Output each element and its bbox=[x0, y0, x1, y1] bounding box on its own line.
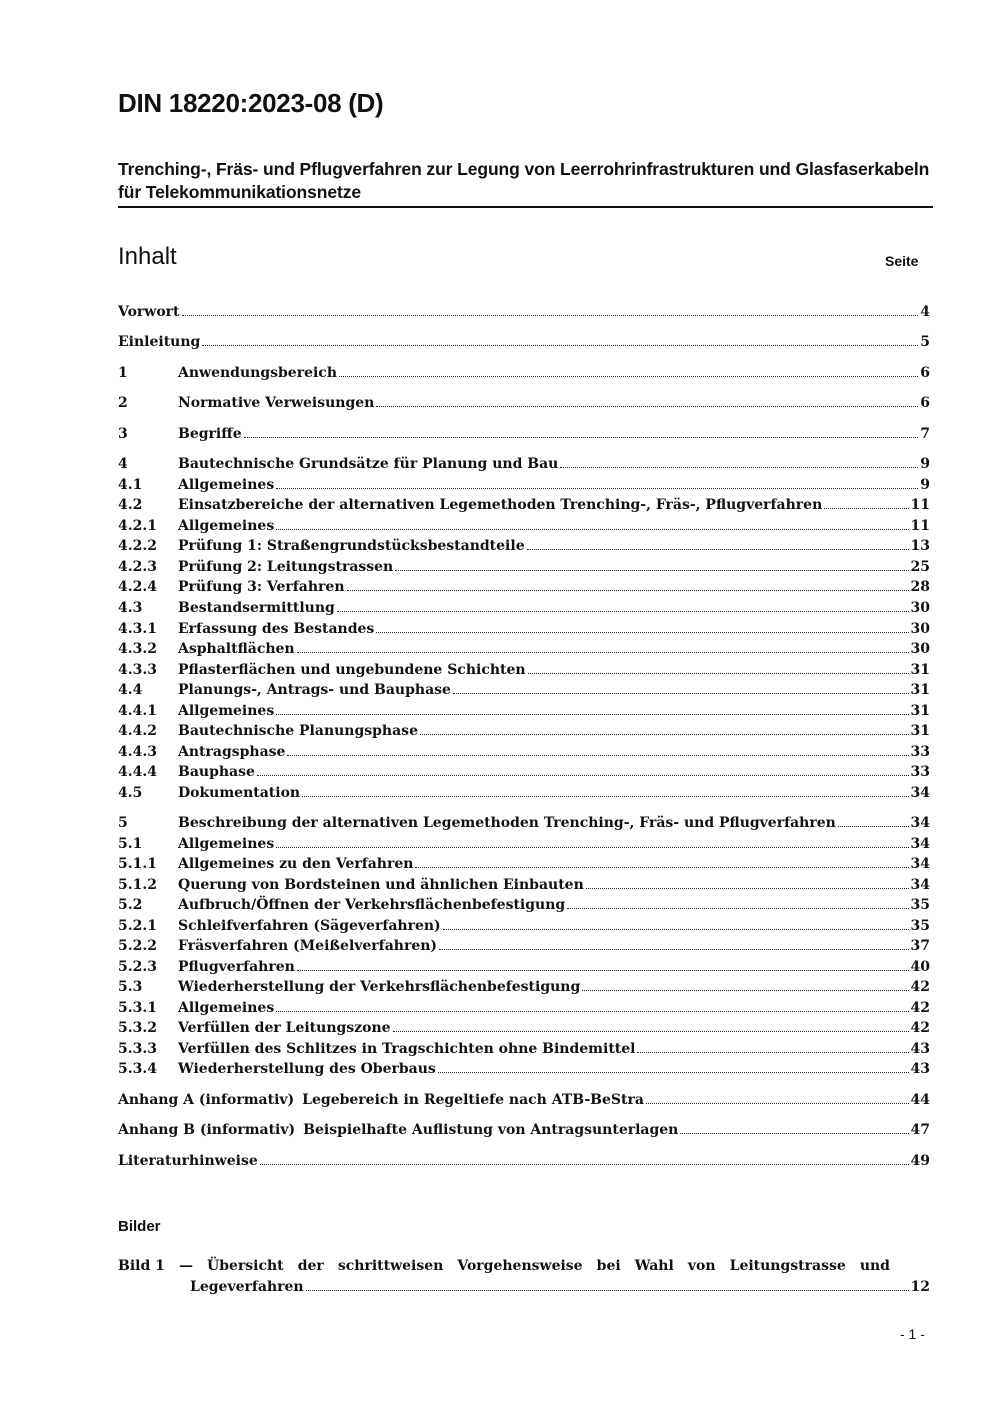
dot-leader bbox=[646, 1103, 909, 1104]
toc-entry-page: 43 bbox=[910, 1041, 930, 1057]
toc-entry-number: 4.3 bbox=[118, 600, 143, 616]
toc-entry-title: Prüfung 3: Verfahren bbox=[178, 579, 345, 595]
toc-entry-title: Prüfung 2: Leitungstrassen bbox=[178, 559, 394, 575]
toc-entry-number: 5.1 bbox=[118, 836, 143, 852]
toc-entry-title: Pflugverfahren bbox=[178, 959, 295, 975]
toc-entry-page: 42 bbox=[910, 1000, 930, 1016]
document-code: DIN 18220:2023-08 (D) bbox=[118, 88, 384, 118]
toc-entry-title: Beschreibung der alternativen Legemethoden Trenching-, Fräs- und Pflugverfahren bbox=[178, 815, 836, 831]
toc-entry-page: 6 bbox=[920, 395, 930, 411]
dot-leader bbox=[276, 529, 908, 530]
toc-entry-number: 5.2.3 bbox=[118, 959, 157, 975]
toc-entry[interactable] bbox=[118, 703, 930, 723]
toc-entry-page: 42 bbox=[910, 1020, 930, 1036]
toc-entry-title: Aufbruch/Öffnen der Verkehrsflächenbefestigung bbox=[178, 897, 566, 913]
toc-entry[interactable] bbox=[118, 600, 930, 620]
dot-leader bbox=[287, 755, 908, 756]
toc-entry[interactable] bbox=[118, 979, 930, 999]
dot-leader bbox=[528, 673, 909, 674]
figure-number: Bild 1 bbox=[118, 1258, 165, 1274]
toc-entry-number: 4.5 bbox=[118, 785, 143, 801]
dot-leader bbox=[637, 1052, 908, 1053]
dot-leader bbox=[376, 632, 908, 633]
toc-entry-number: 1 bbox=[118, 365, 128, 381]
toc-entry-title: Fräsverfahren (Meißelverfahren) bbox=[178, 938, 438, 954]
toc-entry-number: Vorwort bbox=[118, 304, 180, 320]
toc-entry[interactable] bbox=[118, 836, 930, 856]
dot-leader bbox=[244, 437, 919, 438]
toc-entry-number: 2 bbox=[118, 395, 128, 411]
page-column-label: Seite bbox=[885, 253, 919, 269]
dot-leader bbox=[376, 406, 918, 407]
toc-entry[interactable] bbox=[118, 785, 930, 805]
toc-entry-page: 42 bbox=[910, 979, 930, 995]
toc-entry-number: 5.1.1 bbox=[118, 856, 157, 872]
toc-entry[interactable] bbox=[118, 897, 930, 917]
toc-entry-number: 4.3.2 bbox=[118, 641, 157, 657]
dot-leader bbox=[527, 549, 909, 550]
toc-entry-page: 7 bbox=[920, 426, 930, 442]
toc-entry[interactable] bbox=[118, 815, 930, 835]
toc-entry-number: Einleitung bbox=[118, 334, 201, 350]
toc-entry-title: Allgemeines bbox=[178, 836, 275, 852]
dot-leader bbox=[339, 376, 918, 377]
toc-entry-page: 34 bbox=[910, 785, 930, 801]
toc-entry-number: 4.3.1 bbox=[118, 621, 157, 637]
toc-entry-page: 40 bbox=[910, 959, 930, 975]
figure-caption-word: bei bbox=[596, 1258, 621, 1274]
toc-entry-title: Wiederherstellung des Oberbaus bbox=[178, 1061, 436, 1077]
toc-entry-page: 31 bbox=[910, 682, 930, 698]
figure-caption-line bbox=[118, 1258, 890, 1274]
document-subtitle: Trenching-, Fräs- und Pflugverfahren zur Legung von Leerrohrinfrastrukturen und Glasfaserkabeln für Telekommunikationsnetze bbox=[118, 159, 930, 202]
toc-entry-number: 5.3 bbox=[118, 979, 143, 995]
dot-leader bbox=[438, 1072, 909, 1073]
toc-entry[interactable] bbox=[118, 918, 930, 938]
toc-entry-page: 34 bbox=[910, 815, 930, 831]
toc-entry[interactable] bbox=[118, 621, 930, 641]
dot-leader bbox=[586, 888, 909, 889]
toc-entry-title: Antragsphase bbox=[178, 744, 286, 760]
toc-entry-page: 4 bbox=[920, 304, 930, 320]
toc-entry-number: 5.3.2 bbox=[118, 1020, 157, 1036]
toc-entry-title: Allgemeines bbox=[178, 518, 275, 534]
dot-leader bbox=[347, 590, 909, 591]
toc-entry-page: 34 bbox=[910, 856, 930, 872]
toc-entry-number: 5.3.4 bbox=[118, 1061, 157, 1077]
toc-entry[interactable] bbox=[118, 426, 930, 446]
toc-entry-page: 6 bbox=[920, 365, 930, 381]
dot-leader bbox=[824, 508, 908, 509]
toc-entry-page: 9 bbox=[920, 456, 930, 472]
figure-caption-word: — bbox=[178, 1258, 193, 1274]
toc-entry-number: 4.2.1 bbox=[118, 518, 157, 534]
toc-entry-page: 35 bbox=[910, 918, 930, 934]
toc-entry-page: 33 bbox=[910, 764, 930, 780]
toc-entry-number: Anhang A (informativ) bbox=[118, 1092, 295, 1108]
toc-entry[interactable] bbox=[118, 723, 930, 743]
toc-entry-page: 43 bbox=[910, 1061, 930, 1077]
figure-caption-word: und bbox=[859, 1258, 890, 1274]
toc-entry-page: 30 bbox=[910, 600, 930, 616]
toc-entry-page: 30 bbox=[910, 621, 930, 637]
toc-entry[interactable] bbox=[118, 1000, 930, 1020]
toc-entry[interactable] bbox=[118, 1061, 930, 1081]
toc-entry[interactable] bbox=[118, 877, 930, 897]
toc-entry-number: 4.4 bbox=[118, 682, 143, 698]
toc-entry-number: 5.3.3 bbox=[118, 1041, 157, 1057]
toc-entry-number: 5 bbox=[118, 815, 128, 831]
toc-entry-page: 11 bbox=[910, 518, 930, 534]
toc-entry[interactable] bbox=[118, 1041, 930, 1061]
dot-leader bbox=[276, 488, 918, 489]
figure-caption-word: Vorgehensweise bbox=[457, 1258, 583, 1274]
toc-entry-title: Planungs-, Antrags- und Bauphase bbox=[178, 682, 451, 698]
figure-page-number: 12 bbox=[910, 1279, 930, 1295]
toc-entry-title: Bautechnische Grundsätze für Planung und Bau bbox=[178, 456, 559, 472]
toc-entry-title: Bestandsermittlung bbox=[178, 600, 335, 616]
dot-leader bbox=[297, 970, 909, 971]
toc-entry-title: Allgemeines bbox=[178, 477, 275, 493]
toc-entry-page: 44 bbox=[910, 1092, 930, 1108]
dot-leader bbox=[420, 734, 909, 735]
dot-leader bbox=[567, 908, 908, 909]
toc-entry-title: Dokumentation bbox=[178, 785, 301, 801]
toc-entry-number: 4.2.4 bbox=[118, 579, 157, 595]
toc-entry[interactable] bbox=[118, 497, 930, 517]
toc-entry[interactable] bbox=[118, 579, 930, 599]
toc-entry-title: Verfüllen des Schlitzes in Tragschichten ohne Bindemittel bbox=[178, 1041, 636, 1057]
toc-entry-number: 5.2 bbox=[118, 897, 143, 913]
dot-leader bbox=[393, 1031, 909, 1032]
figure-caption-word: Leitungstrasse bbox=[729, 1258, 846, 1274]
dot-leader bbox=[260, 1164, 909, 1165]
toc-entry-title: Verfüllen der Leitungszone bbox=[178, 1020, 391, 1036]
figure-caption-word: schrittweisen bbox=[337, 1258, 444, 1274]
toc-entry[interactable] bbox=[118, 1092, 930, 1112]
toc-entry[interactable] bbox=[118, 1153, 930, 1173]
toc-entry-title: Begriffe bbox=[178, 426, 242, 442]
toc-entry-page: 33 bbox=[910, 744, 930, 760]
toc-entry-number: 4.3.3 bbox=[118, 662, 157, 678]
toc-entry-page: 30 bbox=[910, 641, 930, 657]
toc-entry-number: 5.3.1 bbox=[118, 1000, 157, 1016]
toc-entry[interactable] bbox=[118, 938, 930, 958]
toc-entry-number: 4.2.2 bbox=[118, 538, 157, 554]
page-footer: - 1 - bbox=[900, 1326, 925, 1342]
toc-entry[interactable] bbox=[118, 395, 930, 415]
toc-entry-number: 4.4.4 bbox=[118, 764, 157, 780]
title-divider bbox=[118, 206, 933, 208]
toc-entry-title: Bautechnische Planungsphase bbox=[178, 723, 418, 739]
toc-entry[interactable] bbox=[118, 538, 930, 558]
figure-caption-text: Legeverfahren bbox=[190, 1279, 304, 1295]
dot-leader bbox=[276, 1011, 908, 1012]
figures-heading: Bilder bbox=[118, 1218, 161, 1235]
toc-entry-page: 34 bbox=[910, 836, 930, 852]
toc-entry-title: Allgemeines bbox=[178, 1000, 275, 1016]
toc-entry[interactable] bbox=[118, 959, 930, 979]
toc-entry-title: Allgemeines zu den Verfahren bbox=[178, 856, 414, 872]
toc-entry-title: Einsatzbereiche der alternativen Legemethoden Trenching-, Fräs-, Pflugverfahren bbox=[178, 497, 823, 513]
toc-entry[interactable] bbox=[118, 641, 930, 661]
toc-entry[interactable] bbox=[118, 856, 930, 876]
dot-leader bbox=[443, 929, 909, 930]
toc-entry-title: Prüfung 1: Straßengrundstücksbestandteile bbox=[178, 538, 525, 554]
toc-entry[interactable] bbox=[118, 518, 930, 538]
toc-entry[interactable] bbox=[118, 365, 930, 385]
toc-entry[interactable] bbox=[118, 304, 930, 324]
toc-entry[interactable] bbox=[118, 477, 930, 497]
toc-entry-page: 31 bbox=[910, 662, 930, 678]
figure-caption-word: Wahl bbox=[634, 1258, 674, 1274]
figure-caption-continuation bbox=[190, 1279, 930, 1295]
toc-entry-page: 28 bbox=[910, 579, 930, 595]
dot-leader bbox=[202, 345, 918, 346]
toc-entry[interactable] bbox=[118, 662, 930, 682]
toc-entry-page: 47 bbox=[910, 1122, 930, 1138]
toc-entry-title: Beispielhafte Auflistung von Antragsunterlagen bbox=[303, 1122, 679, 1138]
toc-entry-page: 9 bbox=[920, 477, 930, 493]
toc-entry-title: Bauphase bbox=[178, 764, 255, 780]
dot-leader bbox=[306, 1290, 909, 1291]
toc-entry[interactable] bbox=[118, 559, 930, 579]
toc-entry[interactable] bbox=[118, 456, 930, 476]
toc-entry-number: 4 bbox=[118, 456, 128, 472]
toc-entry-number: Literaturhinweise bbox=[118, 1153, 258, 1169]
toc-entry-number: 3 bbox=[118, 426, 128, 442]
toc-entry[interactable] bbox=[118, 682, 930, 702]
toc-entry-number: 4.4.3 bbox=[118, 744, 157, 760]
dot-leader bbox=[182, 315, 919, 316]
toc-entry[interactable] bbox=[118, 1122, 930, 1142]
dot-leader bbox=[838, 826, 909, 827]
toc-entry-number: 4.2 bbox=[118, 497, 143, 513]
toc-entry-page: 5 bbox=[920, 334, 930, 350]
toc-entry-title: Pflasterflächen und ungebundene Schichten bbox=[178, 662, 526, 678]
toc-entry[interactable] bbox=[118, 1020, 930, 1040]
toc-entry-title: Asphaltflächen bbox=[178, 641, 295, 657]
dot-leader bbox=[453, 693, 909, 694]
dot-leader bbox=[276, 714, 908, 715]
dot-leader bbox=[395, 570, 908, 571]
toc-entry-title: Schleifverfahren (Sägeverfahren) bbox=[178, 918, 441, 934]
dot-leader bbox=[582, 990, 908, 991]
toc-heading: Inhalt bbox=[118, 243, 177, 270]
toc-entry-page: 49 bbox=[910, 1153, 930, 1169]
toc-entry-title: Allgemeines bbox=[178, 703, 275, 719]
toc-entry-number: 4.4.1 bbox=[118, 703, 157, 719]
dot-leader bbox=[276, 847, 908, 848]
dot-leader bbox=[302, 796, 908, 797]
toc-entry-number: 4.1 bbox=[118, 477, 143, 493]
toc-entry-number: 5.2.2 bbox=[118, 938, 157, 954]
toc-entry-title: Querung von Bordsteinen und ähnlichen Einbauten bbox=[178, 877, 584, 893]
toc-entry-page: 13 bbox=[910, 538, 930, 554]
dot-leader bbox=[560, 467, 918, 468]
dot-leader bbox=[439, 949, 908, 950]
dot-leader bbox=[680, 1133, 908, 1134]
toc-entry[interactable] bbox=[118, 334, 930, 354]
dot-leader bbox=[337, 611, 909, 612]
toc-entry-title: Erfassung des Bestandes bbox=[178, 621, 375, 637]
toc-entry-title: Wiederherstellung der Verkehrsflächenbefestigung bbox=[178, 979, 581, 995]
toc-entry-number: 4.2.3 bbox=[118, 559, 157, 575]
dot-leader bbox=[257, 775, 909, 776]
toc-entry-page: 11 bbox=[910, 497, 930, 513]
toc-entry[interactable] bbox=[118, 744, 930, 764]
toc-entry-page: 37 bbox=[910, 938, 930, 954]
toc-entry-page: 31 bbox=[910, 723, 930, 739]
toc-entry-title: Normative Verweisungen bbox=[178, 395, 375, 411]
figure-caption-word: Übersicht bbox=[207, 1258, 284, 1274]
figure-caption-word: der bbox=[297, 1258, 324, 1274]
dot-leader bbox=[297, 652, 909, 653]
toc-entry-page: 25 bbox=[910, 559, 930, 575]
dot-leader bbox=[415, 867, 908, 868]
toc-entry-title: Legebereich in Regeltiefe nach ATB-BeStra bbox=[302, 1092, 644, 1108]
toc-entry-page: 31 bbox=[910, 703, 930, 719]
toc-entry-number: 5.2.1 bbox=[118, 918, 157, 934]
figure-caption-word: von bbox=[687, 1258, 716, 1274]
toc-entry-number: 5.1.2 bbox=[118, 877, 157, 893]
toc-entry-number: Anhang B (informativ) bbox=[118, 1122, 296, 1138]
toc-entry-page: 35 bbox=[910, 897, 930, 913]
toc-entry-page: 34 bbox=[910, 877, 930, 893]
toc-entry-number: 4.4.2 bbox=[118, 723, 157, 739]
toc-entry-title: Anwendungsbereich bbox=[178, 365, 337, 381]
toc-entry[interactable] bbox=[118, 764, 930, 784]
